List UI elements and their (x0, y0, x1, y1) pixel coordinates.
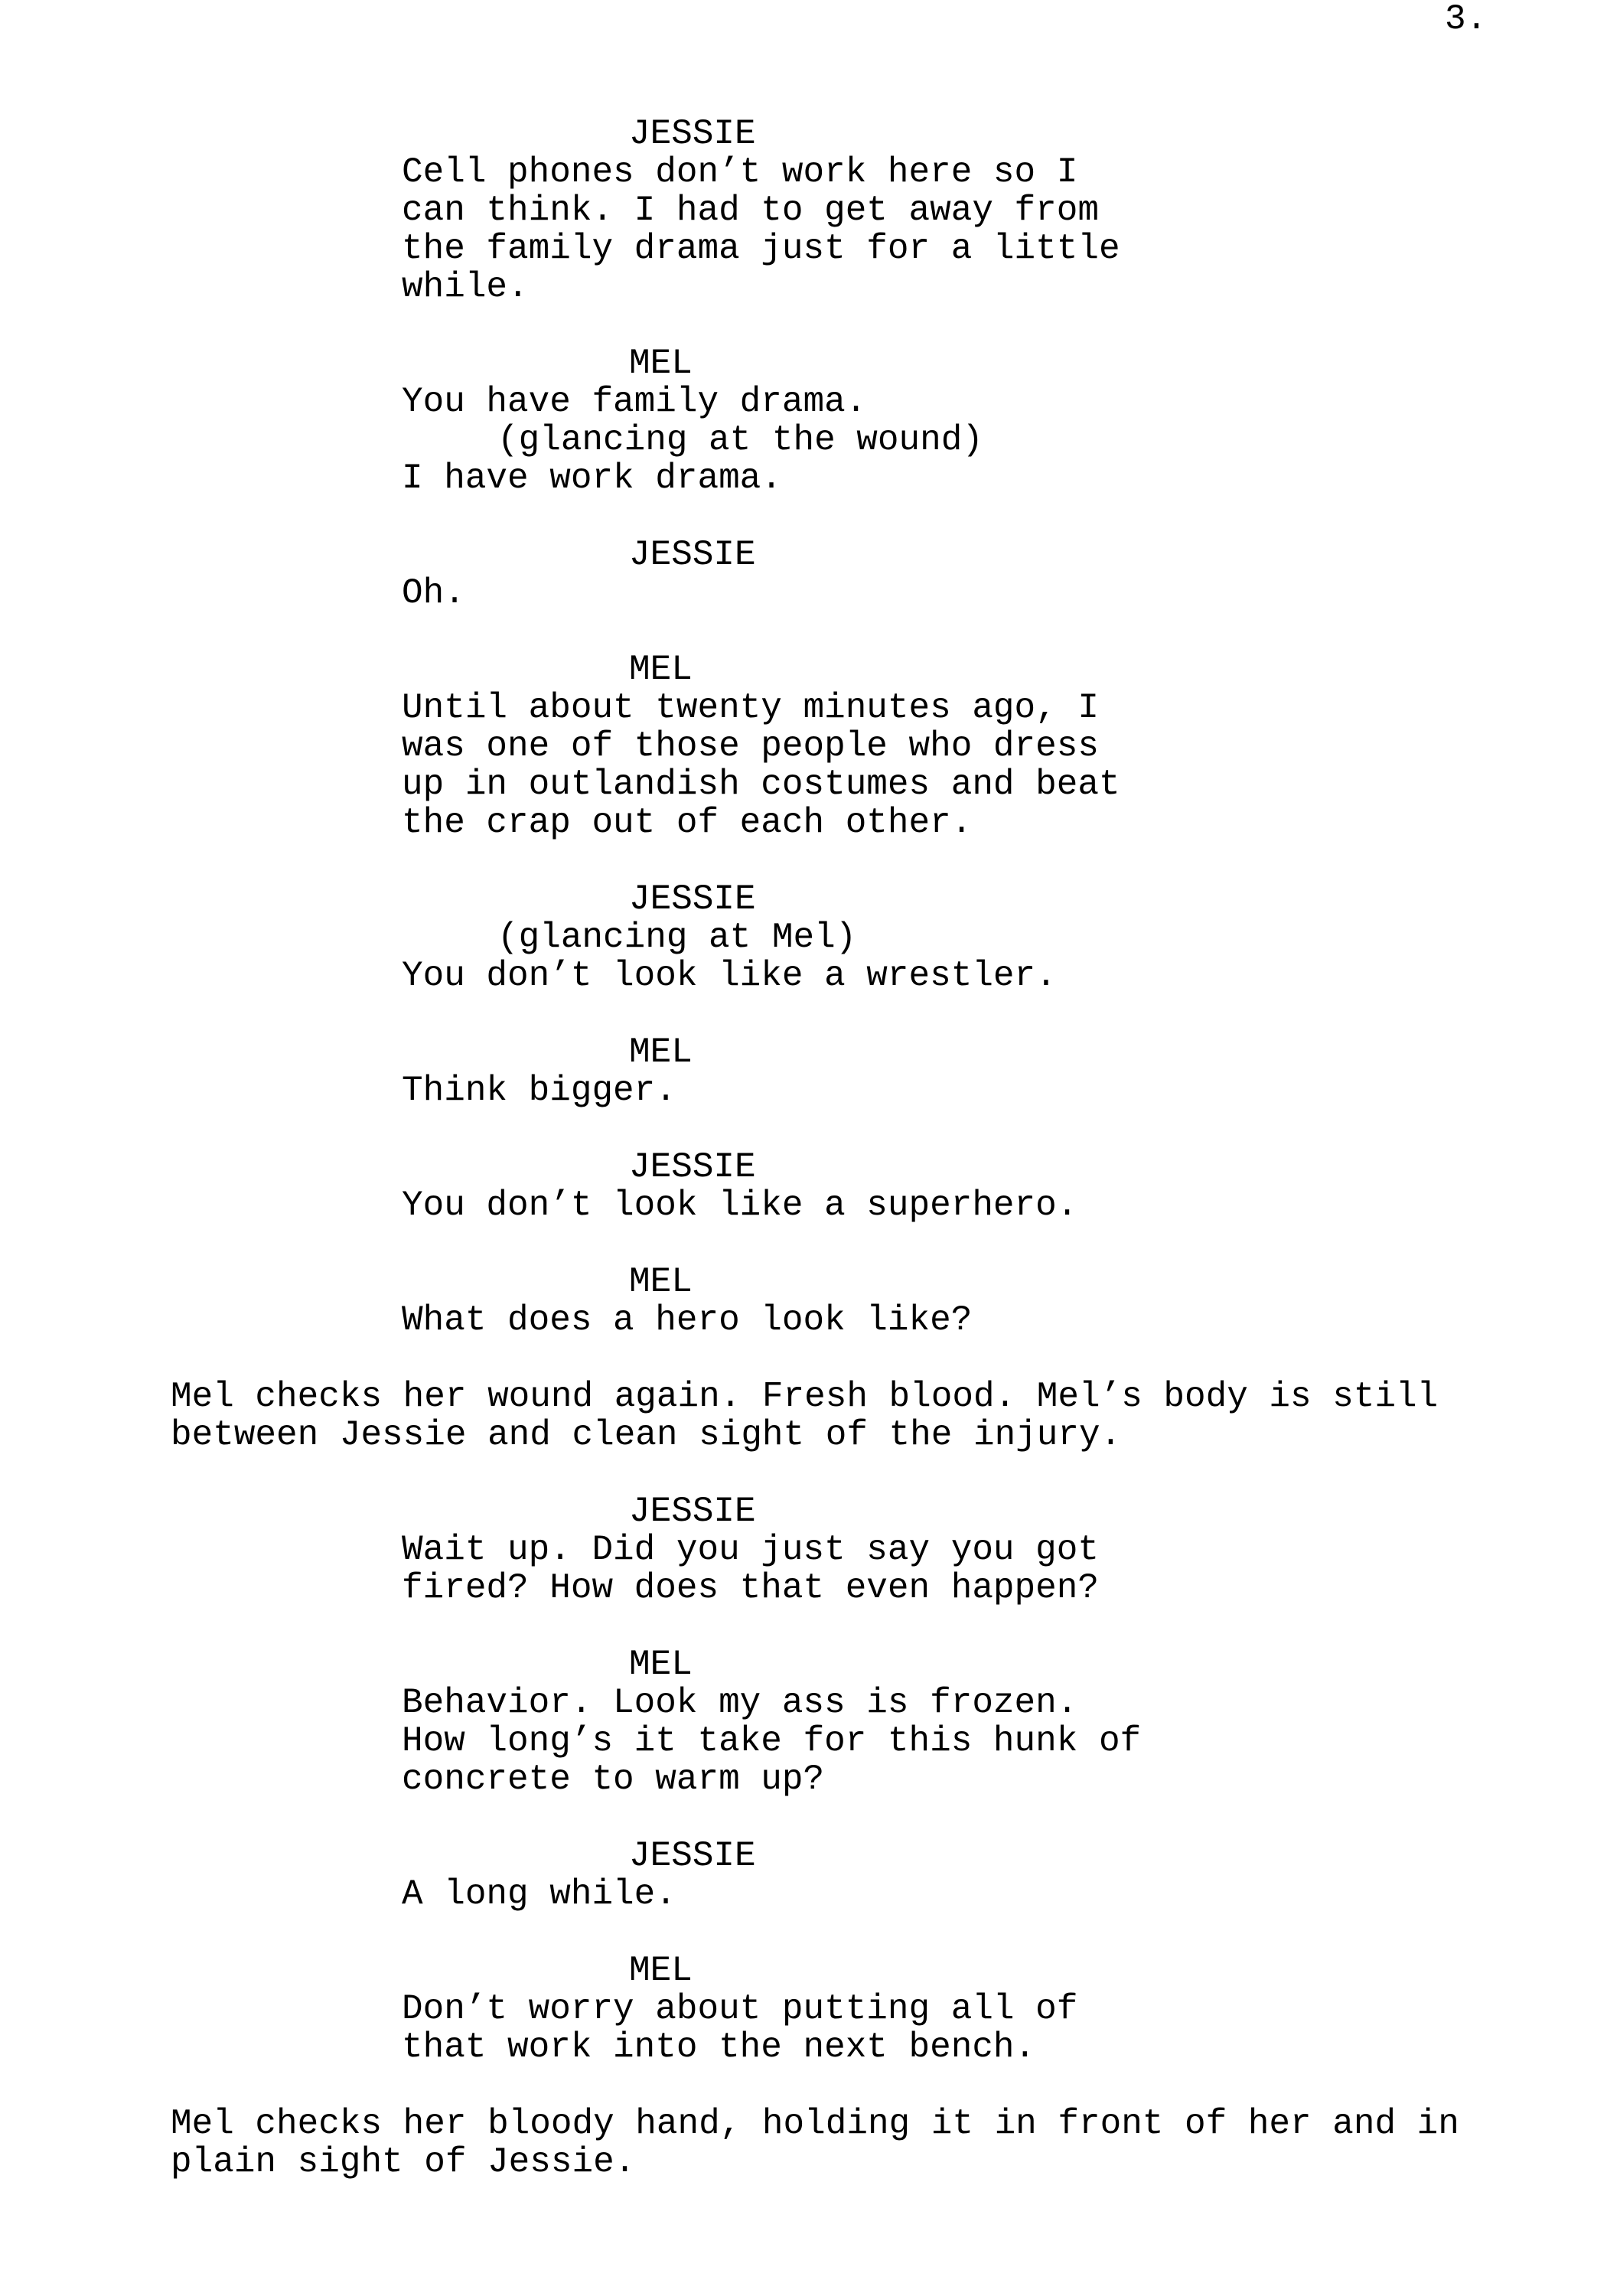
character-cue: JESSIE (629, 1836, 756, 1876)
dialogue-text: Behavior. Look my ass is frozen. How long’s it take for this hunk of concrete to warm up? (402, 1683, 1142, 1799)
character-cue: MEL (629, 1032, 693, 1072)
action-line: Mel checks her wound again. Fresh blood. Mel’s body is still between Jessie and clean sight of the injury. (171, 1377, 1439, 1455)
action-line: Mel checks her bloody hand, holding it in front of her and in plain sight of Jessie. (171, 2104, 1459, 2182)
dialogue-text: Oh. (402, 573, 465, 613)
page-number: 3. (1445, 0, 1488, 39)
character-cue: MEL (629, 344, 693, 383)
character-cue: JESSIE (629, 1492, 756, 1531)
character-cue: MEL (629, 1262, 693, 1302)
dialogue-text: Until about twenty minutes ago, I was one of those people who dress up in outlandish costumes and beat the crap out of each other. (402, 688, 1120, 843)
character-cue: JESSIE (629, 1147, 756, 1187)
character-cue: JESSIE (629, 879, 756, 919)
parenthetical: (glancing at Mel) (497, 918, 857, 957)
dialogue-text: Think bigger. (402, 1071, 676, 1110)
dialogue-text: A long while. (402, 1874, 676, 1914)
dialogue-text: You don’t look like a wrestler. (402, 956, 1057, 996)
character-cue: MEL (629, 1951, 693, 1991)
dialogue-text: Cell phones don’t work here so I can think. I had to get away from the family drama just for a little while. (402, 152, 1120, 307)
dialogue-text: You don’t look like a superhero. (402, 1186, 1078, 1225)
dialogue-text: Don’t worry about putting all of that work into the next bench. (402, 1989, 1078, 2067)
character-cue: JESSIE (629, 535, 756, 575)
character-cue: MEL (629, 1645, 693, 1684)
dialogue-text: I have work drama. (402, 458, 782, 498)
dialogue-text: What does a hero look like? (402, 1300, 973, 1340)
dialogue-text: Wait up. Did you just say you got fired? How does that even happen? (402, 1530, 1099, 1608)
character-cue: JESSIE (629, 114, 756, 154)
character-cue: MEL (629, 650, 693, 690)
dialogue-text: You have family drama. (402, 382, 867, 422)
parenthetical: (glancing at the wound) (497, 420, 983, 460)
